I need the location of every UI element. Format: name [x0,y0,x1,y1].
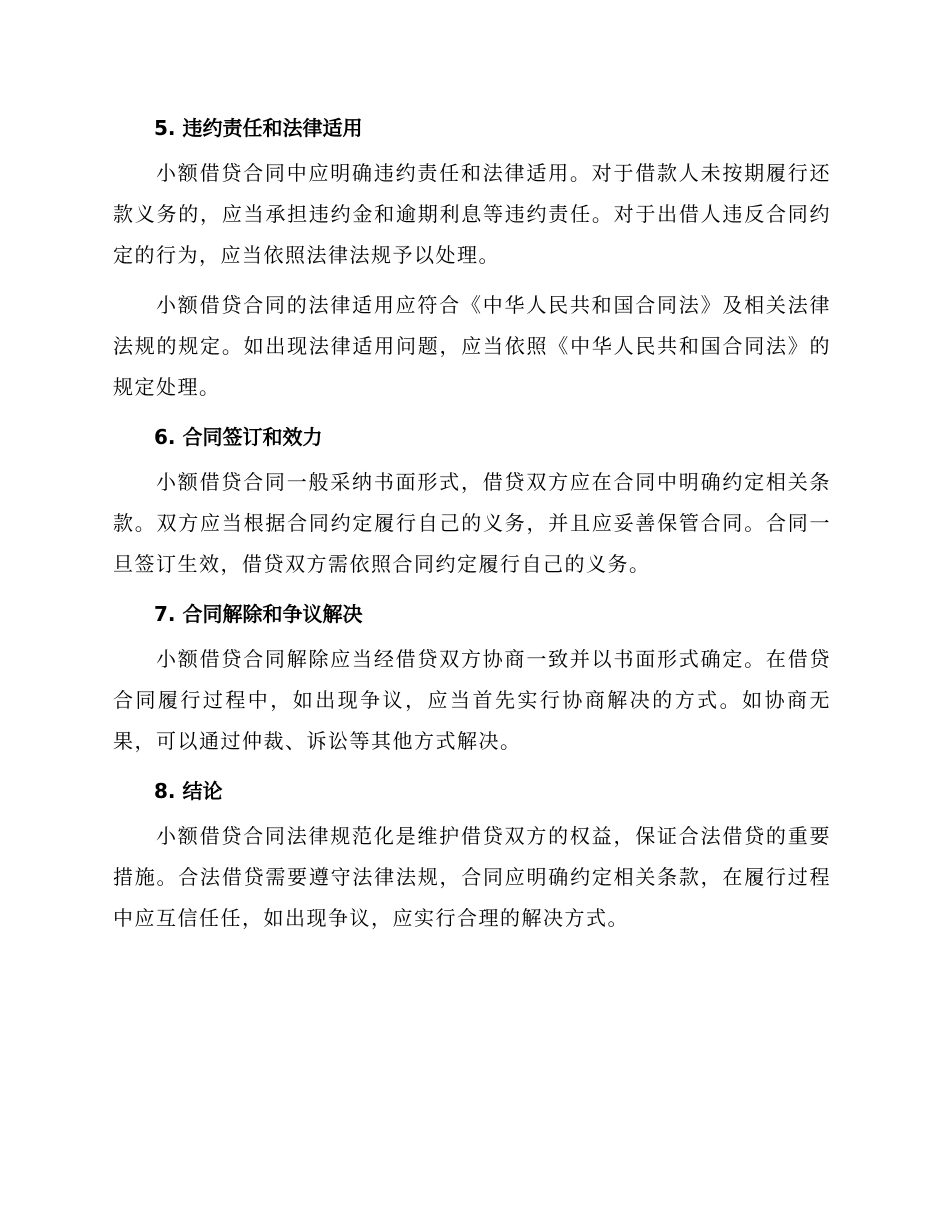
document-body [113,108,831,948]
section-heading-6: 6. 合同签订和效力 [154,425,323,449]
section-8-paragraph-1: 小额借贷合同法律规范化是维护借贷双方的权益，保证合法借贷的重要措施。合法借贷需要遵守法律法规，合同应明确约定相关条款，在履行过程中应互信任任，如出现争议，应实行合理的解决方式。 [113,824,831,930]
section-5-paragraph-1: 小额借贷合同中应明确违约责任和法律适用。对于借款人未按期履行还款义务的，应当承担违约金和逾期利息等违约责任。对于出借人违反合同约定的行为，应当依照法律法规予以处理。 [113,161,831,267]
section-6-paragraph-1: 小额借贷合同一般采纳书面形式，借贷双方应在合同中明确约定相关条款。双方应当根据合同约定履行自己的义务，并且应妥善保管合同。合同一旦签订生效，借贷双方需依照合同约定履行自己的义务。 [113,470,831,576]
section-5-paragraph-2: 小额借贷合同的法律适用应符合《中华人民共和国合同法》及相关法律法规的规定。如出现法律适用问题，应当依照《中华人民共和国合同法》的规定处理。 [113,293,831,399]
section-heading-7: 7. 合同解除和争议解决 [154,602,363,626]
section-heading-8: 8. 结论 [154,779,223,803]
section-heading-5: 5. 违约责任和法律适用 [154,116,363,140]
section-7-paragraph-1: 小额借贷合同解除应当经借贷双方协商一致并以书面形式确定。在借贷合同履行过程中，如出现争议，应当首先实行协商解决的方式。如协商无果，可以通过仲裁、诉讼等其他方式解决。 [113,647,831,753]
